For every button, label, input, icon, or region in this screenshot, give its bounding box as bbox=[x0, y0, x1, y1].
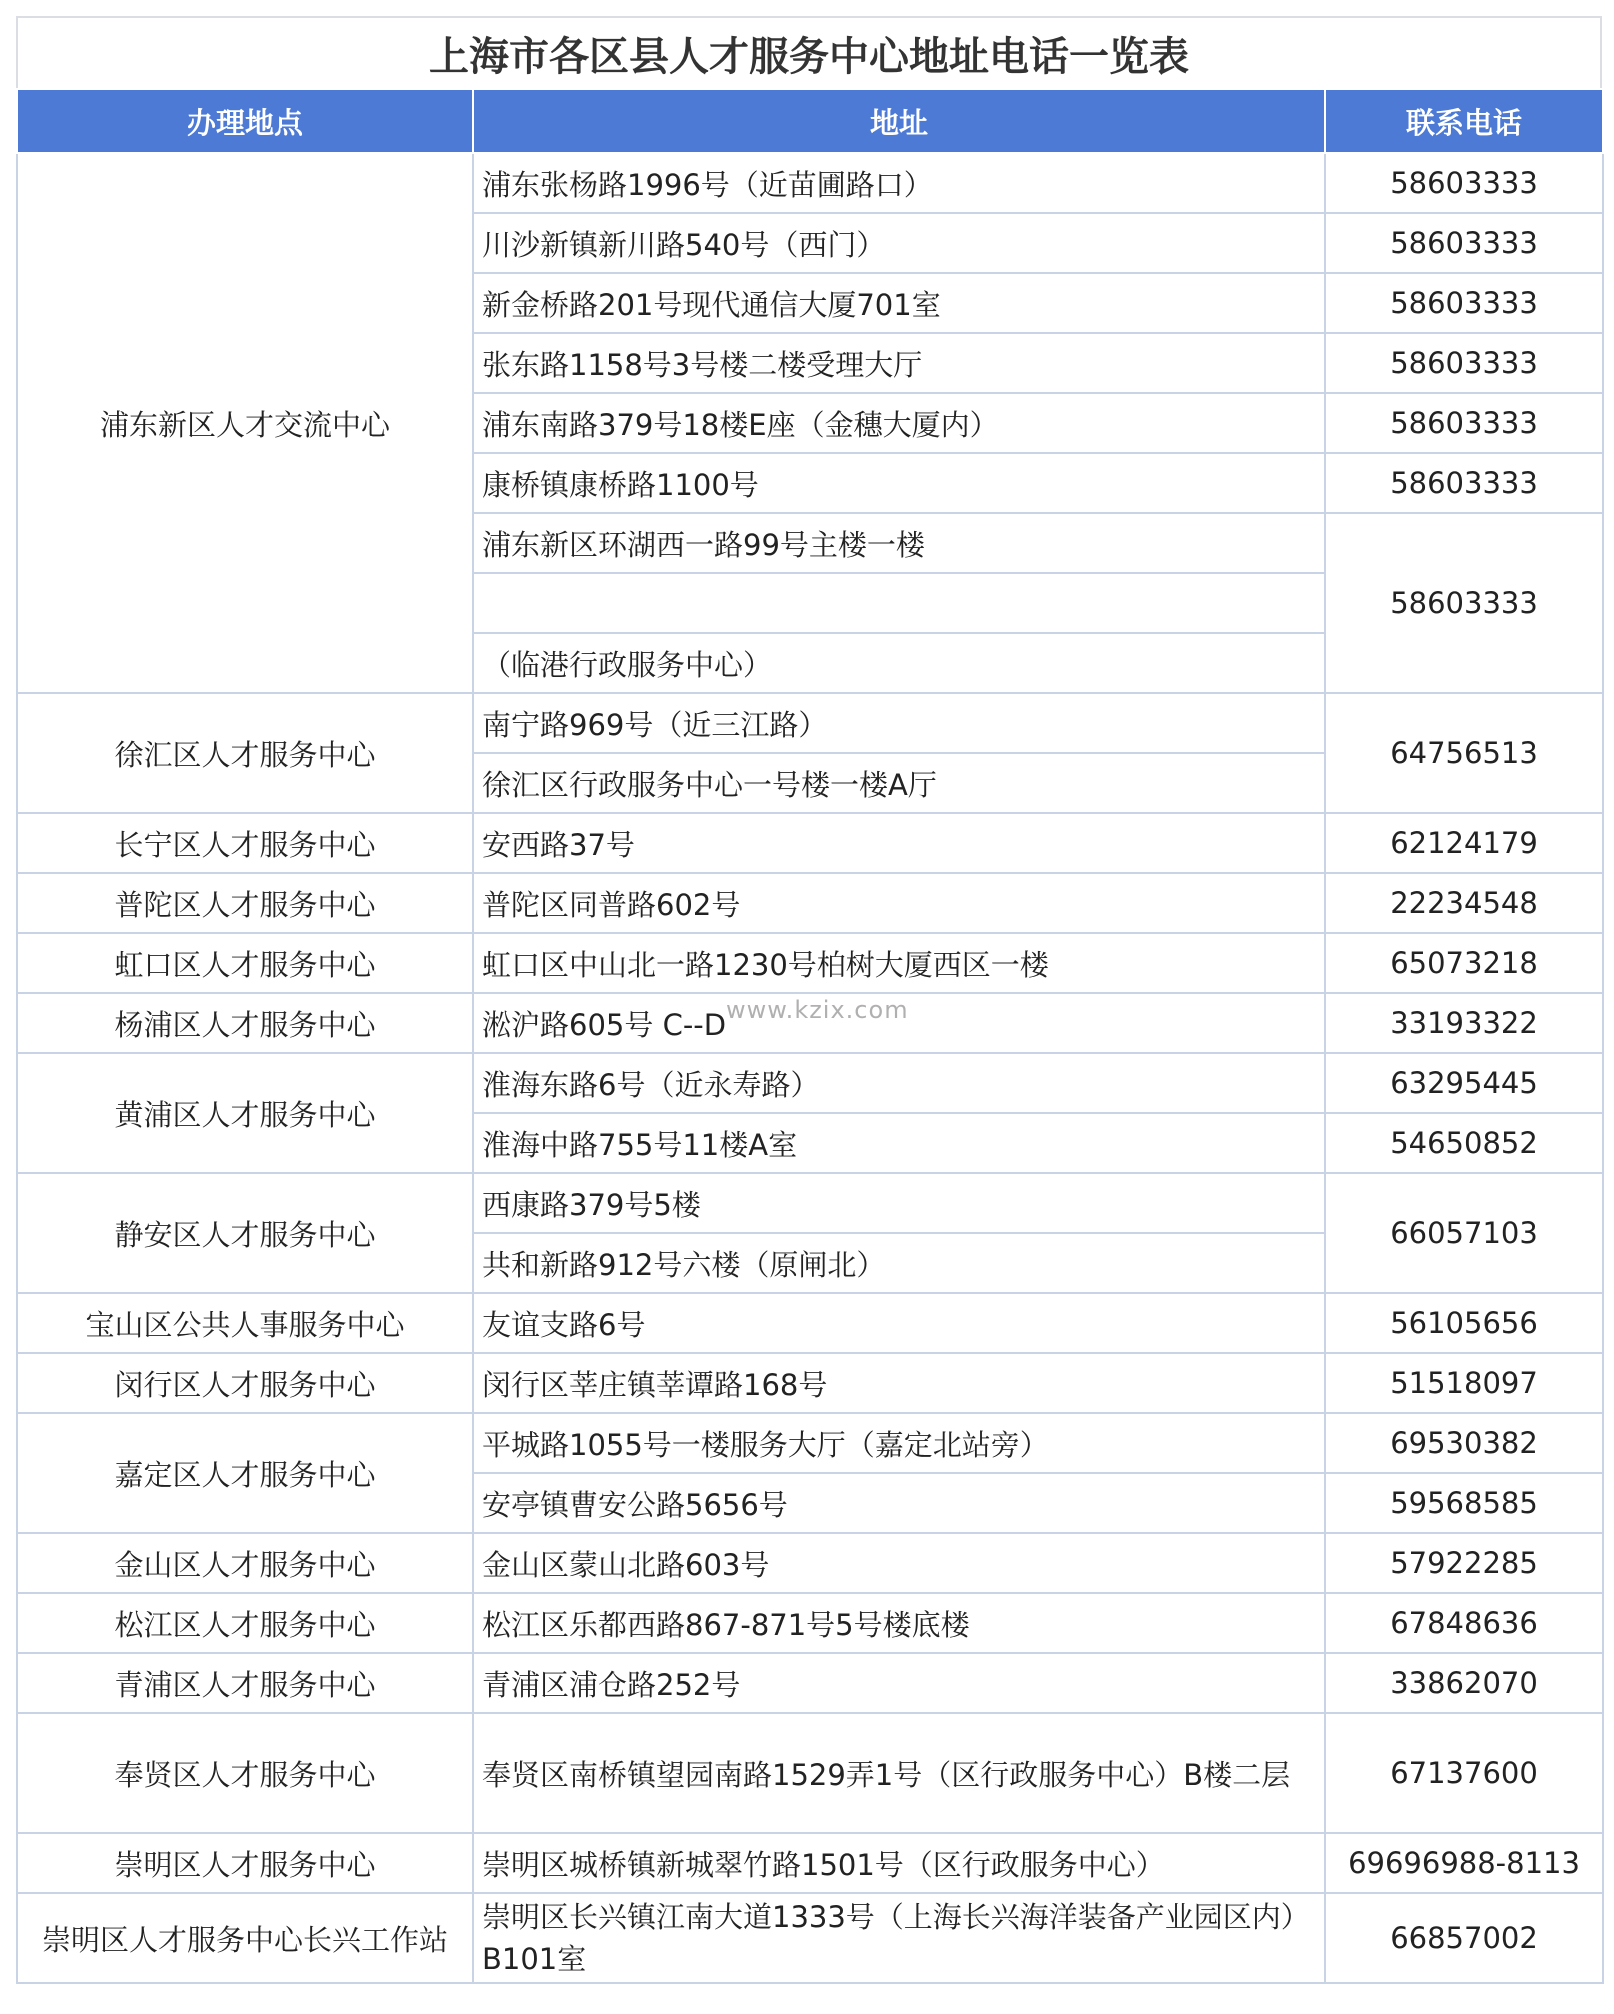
header-address: 地址 bbox=[473, 89, 1325, 153]
phone-cell: 54650852 bbox=[1325, 1113, 1603, 1173]
location-cell: 闵行区人才服务中心 bbox=[17, 1353, 473, 1413]
location-cell: 徐汇区人才服务中心 bbox=[17, 693, 473, 813]
directory-table bbox=[16, 88, 1604, 1984]
address-cell: 奉贤区南桥镇望园南路1529弄1号（区行政服务中心）B楼二层 bbox=[473, 1713, 1325, 1833]
location-cell: 崇明区人才服务中心 bbox=[17, 1833, 473, 1893]
phone-cell: 63295445 bbox=[1325, 1053, 1603, 1113]
location-cell: 浦东新区人才交流中心 bbox=[17, 153, 473, 693]
address-cell: 安西路37号 bbox=[473, 813, 1325, 873]
header-location: 办理地点 bbox=[17, 89, 473, 153]
address-cell: 松江区乐都西路867-871号5号楼底楼 bbox=[473, 1593, 1325, 1653]
location-cell: 宝山区公共人事服务中心 bbox=[17, 1293, 473, 1353]
location-cell: 青浦区人才服务中心 bbox=[17, 1653, 473, 1713]
location-cell: 黄浦区人才服务中心 bbox=[17, 1053, 473, 1173]
address-cell: 闵行区莘庄镇莘谭路168号 bbox=[473, 1353, 1325, 1413]
address-cell: 西康路379号5楼 bbox=[473, 1173, 1325, 1233]
address-cell: 普陀区同普路602号 bbox=[473, 873, 1325, 933]
address-cell: 崇明区长兴镇江南大道1333号（上海长兴海洋装备产业园区内）B101室 bbox=[473, 1893, 1325, 1983]
phone-cell: 59568585 bbox=[1325, 1473, 1603, 1533]
phone-cell: 66857002 bbox=[1325, 1893, 1603, 1983]
address-cell: 虹口区中山北一路1230号柏树大厦西区一楼 bbox=[473, 933, 1325, 993]
table-row bbox=[17, 1713, 1603, 1833]
table-row bbox=[17, 813, 1603, 873]
location-cell: 嘉定区人才服务中心 bbox=[17, 1413, 473, 1533]
table-row bbox=[17, 1533, 1603, 1593]
phone-cell: 51518097 bbox=[1325, 1353, 1603, 1413]
table-row bbox=[17, 1833, 1603, 1893]
location-cell: 长宁区人才服务中心 bbox=[17, 813, 473, 873]
location-cell: 松江区人才服务中心 bbox=[17, 1593, 473, 1653]
location-cell: 静安区人才服务中心 bbox=[17, 1173, 473, 1293]
table-row bbox=[17, 1893, 1603, 1983]
phone-cell: 58603333 bbox=[1325, 453, 1603, 513]
address-cell: 浦东新区环湖西一路99号主楼一楼 bbox=[473, 513, 1325, 573]
table-title: 上海市各区县人才服务中心地址电话一览表 bbox=[16, 16, 1602, 88]
address-cell-empty bbox=[473, 573, 1325, 633]
location-cell: 奉贤区人才服务中心 bbox=[17, 1713, 473, 1833]
phone-cell: 67137600 bbox=[1325, 1713, 1603, 1833]
address-cell: 青浦区浦仓路252号 bbox=[473, 1653, 1325, 1713]
location-cell: 普陀区人才服务中心 bbox=[17, 873, 473, 933]
phone-cell: 58603333 bbox=[1325, 393, 1603, 453]
table-row bbox=[17, 1173, 1603, 1233]
address-cell: （临港行政服务中心） bbox=[473, 633, 1325, 693]
location-cell: 虹口区人才服务中心 bbox=[17, 933, 473, 993]
table-row bbox=[17, 693, 1603, 753]
table-row bbox=[17, 1653, 1603, 1713]
address-cell: 南宁路969号（近三江路） bbox=[473, 693, 1325, 753]
phone-cell: 58603333 bbox=[1325, 513, 1603, 693]
phone-cell: 22234548 bbox=[1325, 873, 1603, 933]
phone-cell: 58603333 bbox=[1325, 333, 1603, 393]
address-cell: 浦东南路379号18楼E座（金穗大厦内） bbox=[473, 393, 1325, 453]
address-cell: 张东路1158号3号楼二楼受理大厅 bbox=[473, 333, 1325, 393]
phone-cell: 62124179 bbox=[1325, 813, 1603, 873]
table-row bbox=[17, 933, 1603, 993]
address-cell: 徐汇区行政服务中心一号楼一楼A厅 bbox=[473, 753, 1325, 813]
address-cell: 友谊支路6号 bbox=[473, 1293, 1325, 1353]
address-cell: 金山区蒙山北路603号 bbox=[473, 1533, 1325, 1593]
address-cell: 淮海中路755号11楼A室 bbox=[473, 1113, 1325, 1173]
address-cell: 川沙新镇新川路540号（西门） bbox=[473, 213, 1325, 273]
address-cell: 康桥镇康桥路1100号 bbox=[473, 453, 1325, 513]
location-cell: 杨浦区人才服务中心 bbox=[17, 993, 473, 1053]
phone-cell: 65073218 bbox=[1325, 933, 1603, 993]
address-cell: 共和新路912号六楼（原闸北） bbox=[473, 1233, 1325, 1293]
phone-cell: 58603333 bbox=[1325, 213, 1603, 273]
phone-cell: 33193322 bbox=[1325, 993, 1603, 1053]
table-row bbox=[17, 1593, 1603, 1653]
phone-cell: 57922285 bbox=[1325, 1533, 1603, 1593]
address-cell: 浦东张杨路1996号（近苗圃路口） bbox=[473, 153, 1325, 213]
phone-cell: 67848636 bbox=[1325, 1593, 1603, 1653]
phone-cell: 69696988-8113 bbox=[1325, 1833, 1603, 1893]
address-cell: 安亭镇曹安公路5656号 bbox=[473, 1473, 1325, 1533]
header-phone: 联系电话 bbox=[1325, 89, 1603, 153]
location-cell: 金山区人才服务中心 bbox=[17, 1533, 473, 1593]
phone-cell: 66057103 bbox=[1325, 1173, 1603, 1293]
table-row bbox=[17, 1413, 1603, 1473]
table-row bbox=[17, 1353, 1603, 1413]
header-row bbox=[17, 89, 1603, 153]
table-row bbox=[17, 873, 1603, 933]
phone-cell: 64756513 bbox=[1325, 693, 1603, 813]
table-row bbox=[17, 153, 1603, 213]
location-cell: 崇明区人才服务中心长兴工作站 bbox=[17, 1893, 473, 1983]
address-cell: 崇明区城桥镇新城翠竹路1501号（区行政服务中心） bbox=[473, 1833, 1325, 1893]
table-row bbox=[17, 1293, 1603, 1353]
phone-cell: 69530382 bbox=[1325, 1413, 1603, 1473]
address-cell: 平城路1055号一楼服务大厅（嘉定北站旁） bbox=[473, 1413, 1325, 1473]
phone-cell: 33862070 bbox=[1325, 1653, 1603, 1713]
address-cell: 淞沪路605号 C--D bbox=[473, 993, 1325, 1053]
watermark: www.kzix.com bbox=[726, 996, 909, 1024]
table-row bbox=[17, 1053, 1603, 1113]
address-cell: 淮海东路6号（近永寿路） bbox=[473, 1053, 1325, 1113]
phone-cell: 58603333 bbox=[1325, 273, 1603, 333]
phone-cell: 56105656 bbox=[1325, 1293, 1603, 1353]
phone-cell: 58603333 bbox=[1325, 153, 1603, 213]
address-cell: 新金桥路201号现代通信大厦701室 bbox=[473, 273, 1325, 333]
